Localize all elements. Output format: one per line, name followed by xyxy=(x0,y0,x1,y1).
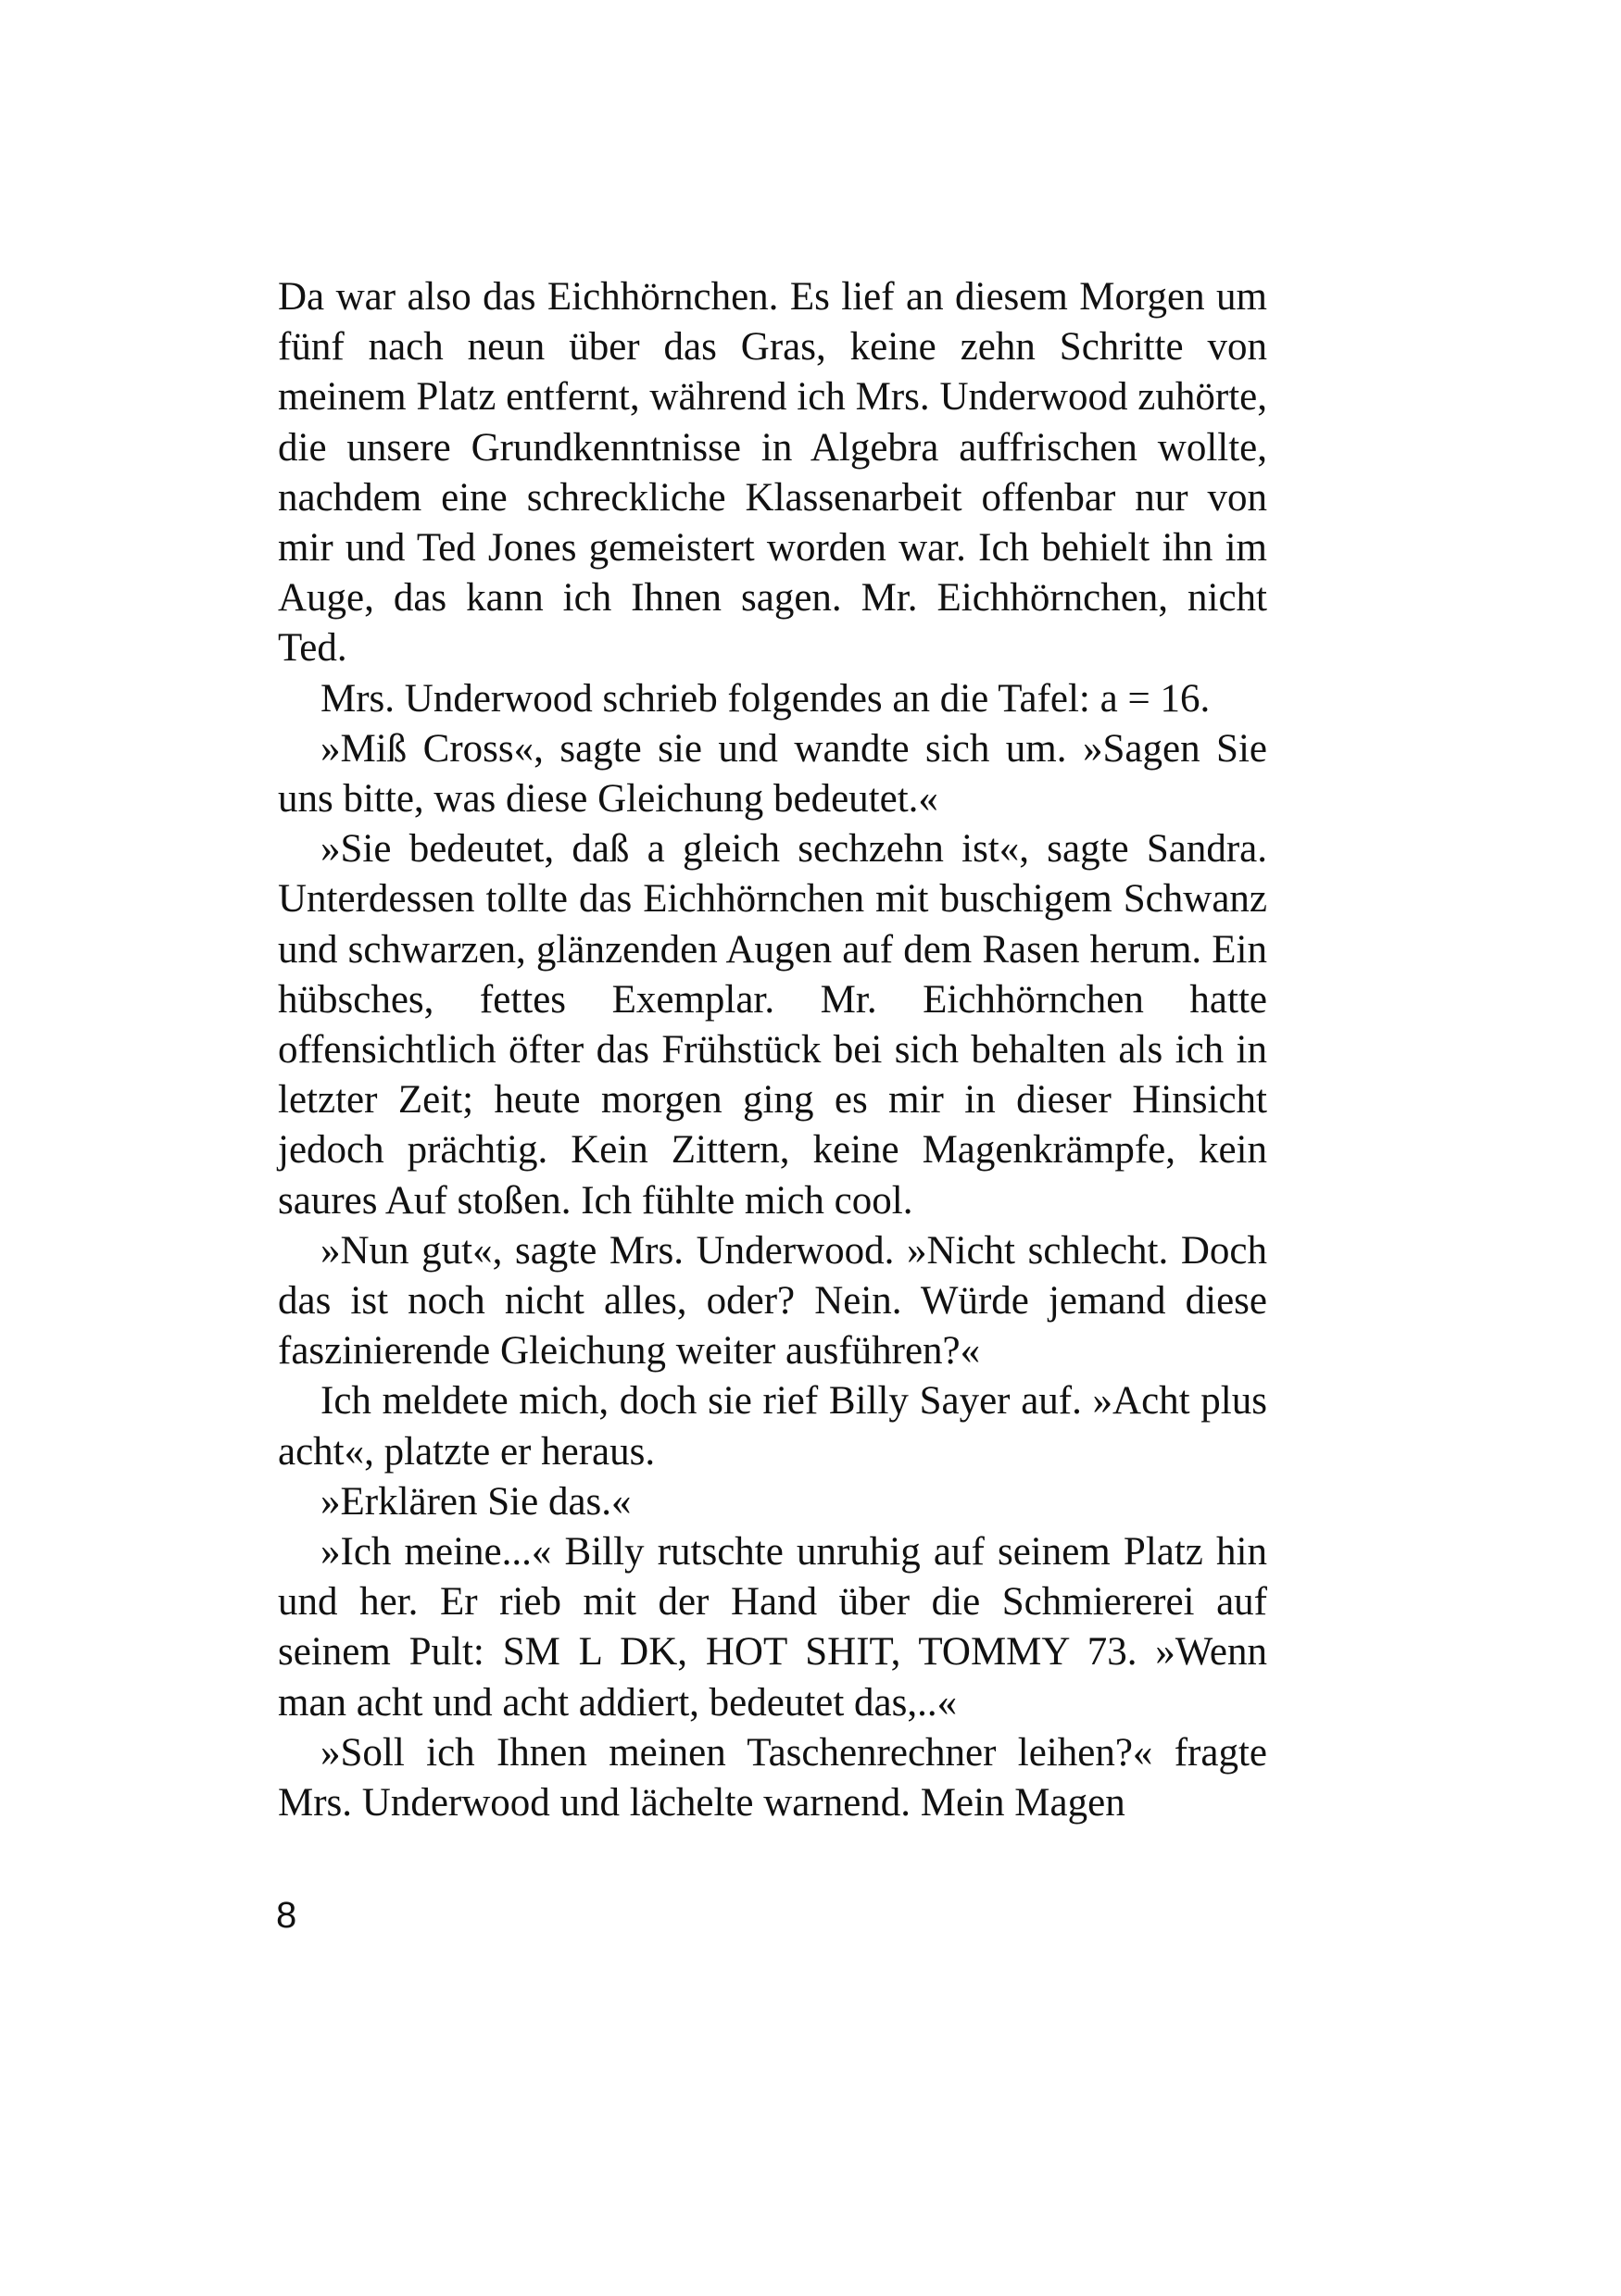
paragraph: Mrs. Underwood schrieb folgendes an die Tafel: a = 16. xyxy=(320,676,1211,721)
paragraph: »Nun gut«, sagte Mrs. Underwood. »Nicht schlecht. Doch das ist noch nicht alles, oder? Nein. Würde jemand diese faszinierende Gleichung weiter ausführen?« xyxy=(278,1228,1267,1374)
paragraph: Da war also das Eichhörnchen. Es lief an diesem Morgen um fünf nach neun über das Gras, keine zehn Schritte von meinem Platz entfernt, während ich Mrs. Underwood zuhörte, die unsere Grundkenntnisse in Algebra auffrischen wollte, nachdem eine schreckliche Klassenarbeit offenbar nur von mir und Ted Jones gemeistert worden war. Ich behielt ihn im Auge, das kann ich Ihnen sagen. Mr. Eichhörnchen, nicht Ted. xyxy=(278,275,1267,671)
page-number: 8 xyxy=(276,1895,297,1936)
paragraph: »Sie bedeutet, daß a gleich sechzehn ist«, sagte Sandra. Unterdessen tollte das Eichhörnchen mit buschigem Schwanz und schwarzen, glänzenden Augen auf dem Rasen herum. Ein hübsches, fettes Exemplar. Mr. Eichhörnchen hatte offensichtlich öfter das Frühstück bei sich behalten als ich in letzter Zeit; heute morgen ging es mir in dieser Hinsicht jedoch prächtig. Kein Zittern, keine Magenkrämpfe, kein saures Auf stoßen. Ich fühlte mich cool. xyxy=(278,827,1267,1223)
paragraph: »Miß Cross«, sagte sie und wandte sich um. »Sagen Sie uns bitte, was diese Gleichung bedeutet.« xyxy=(278,726,1267,822)
paragraph: »Ich meine...« Billy rutschte unruhig auf seinem Platz hin und her. Er rieb mit der Hand über die Schmiererei auf seinem Pult: SM L DK, HOT SHIT, TOMMY 73. »Wenn man acht und acht addiert, bedeutet das,..« xyxy=(278,1530,1267,1725)
paragraph: »Soll ich Ihnen meinen Taschenrechner leihen?« fragte Mrs. Underwood und lächelte warnend. Mein Magen xyxy=(278,1730,1267,1826)
paragraph: »Erklären Sie das.« xyxy=(320,1479,632,1524)
body-text xyxy=(278,272,1267,1828)
paragraph: Ich meldete mich, doch sie rief Billy Sayer auf. »Acht plus acht«, platzte er heraus. xyxy=(278,1379,1267,1474)
